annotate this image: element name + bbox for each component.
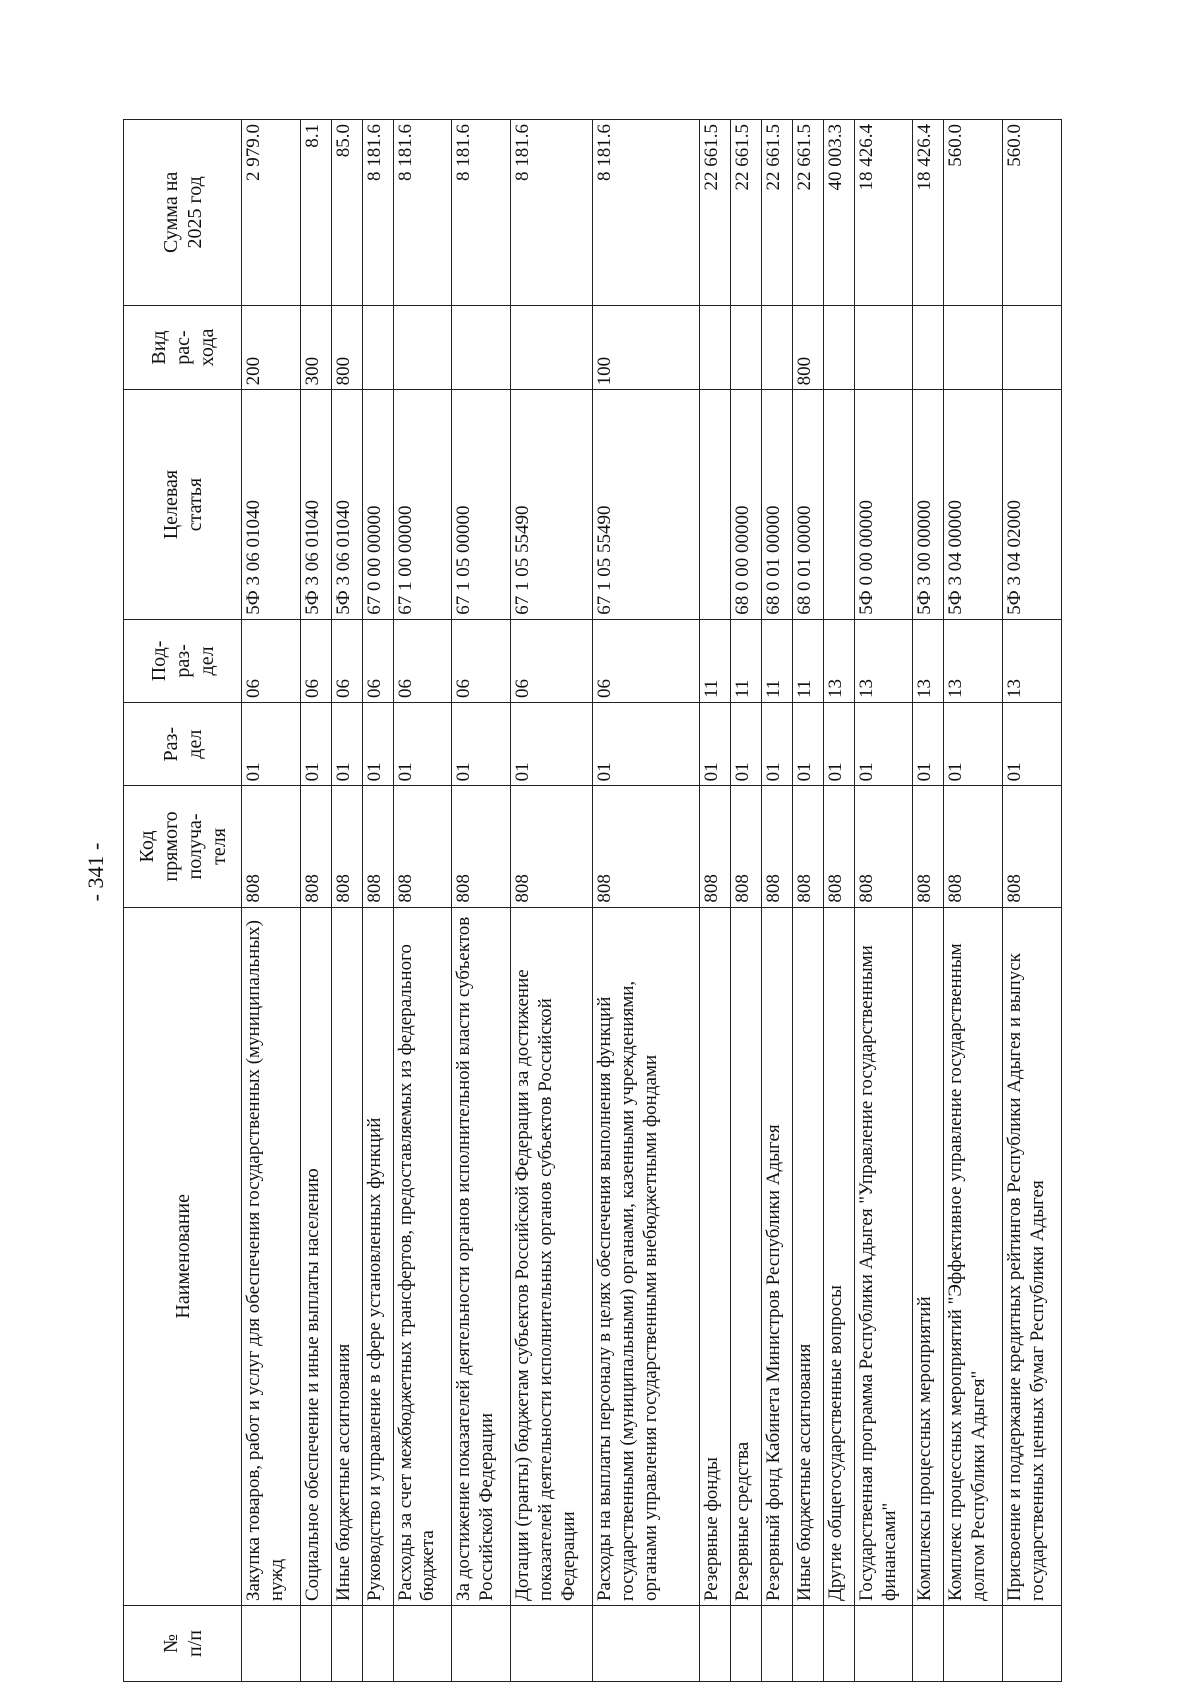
cell-target: 67 1 05 55490 [593, 390, 700, 619]
table-row [511, 120, 593, 1682]
cell-name: Присвоение и поддержание кредитных рейтингов Республики Адыгея и выпуск государственных ценных бумаг Республики Адыгея [1003, 907, 1062, 1605]
cell-subsection: 11 [699, 619, 730, 702]
cell-num [699, 1606, 730, 1682]
cell-section: 01 [511, 703, 593, 786]
cell-amount: 22 661.5 [730, 120, 761, 306]
cell-expense-type [761, 305, 792, 390]
cell-section: 01 [593, 703, 700, 786]
cell-target: 67 0 00 00000 [362, 390, 393, 619]
cell-amount: 560.0 [944, 120, 1003, 306]
cell-num [593, 1606, 700, 1682]
cell-section: 01 [730, 703, 761, 786]
cell-target [823, 390, 854, 619]
cell-expense-type [1003, 305, 1062, 390]
cell-num [823, 1606, 854, 1682]
cell-target: 68 0 01 00000 [792, 390, 823, 619]
cell-expense-type: 800 [792, 305, 823, 390]
cell-recipient: 808 [792, 786, 823, 907]
cell-name: Другие общегосударственные вопросы [823, 907, 854, 1605]
cell-target: 5Ф 3 04 02000 [1003, 390, 1062, 619]
cell-num [452, 1606, 511, 1682]
cell-expense-type: 100 [593, 305, 700, 390]
cell-num [913, 1606, 944, 1682]
cell-target: 5Ф 0 00 00000 [854, 390, 913, 619]
table-row [242, 120, 301, 1682]
cell-name: Резервный фонд Кабинета Министров Республики Адыгея [761, 907, 792, 1605]
cell-num [761, 1606, 792, 1682]
cell-section: 01 [792, 703, 823, 786]
cell-expense-type [362, 305, 393, 390]
cell-expense-type [854, 305, 913, 390]
cell-target: 5Ф 3 06 01040 [300, 390, 331, 619]
cell-subsection: 06 [452, 619, 511, 702]
table-row [362, 120, 393, 1682]
cell-recipient: 808 [761, 786, 792, 907]
cell-subsection: 13 [854, 619, 913, 702]
cell-section: 01 [913, 703, 944, 786]
cell-amount: 22 661.5 [761, 120, 792, 306]
cell-target: 5Ф 3 06 01040 [242, 390, 301, 619]
cell-recipient: 808 [331, 786, 362, 907]
cell-amount: 22 661.5 [792, 120, 823, 306]
header-recipient: Код прямого получа- теля [124, 786, 242, 907]
table-row [854, 120, 913, 1682]
cell-amount: 2 979.0 [242, 120, 301, 306]
cell-recipient: 808 [854, 786, 913, 907]
cell-target: 67 1 05 55490 [511, 390, 593, 619]
cell-expense-type [452, 305, 511, 390]
cell-subsection: 11 [730, 619, 761, 702]
cell-recipient: 808 [944, 786, 1003, 907]
cell-name: За достижение показателей деятельности органов исполнительной власти субъектов Российской Федерации [452, 907, 511, 1605]
cell-num [393, 1606, 452, 1682]
cell-target [699, 390, 730, 619]
cell-expense-type [823, 305, 854, 390]
cell-num [944, 1606, 1003, 1682]
cell-amount: 18 426.4 [913, 120, 944, 306]
cell-target: 67 1 05 00000 [452, 390, 511, 619]
cell-amount: 18 426.4 [854, 120, 913, 306]
header-name: Наименование [124, 907, 242, 1605]
table-row [452, 120, 511, 1682]
cell-subsection: 06 [331, 619, 362, 702]
cell-name: Закупка товаров, работ и услуг для обеспечения государственных (муниципальных) нужд [242, 907, 301, 1605]
cell-recipient: 808 [242, 786, 301, 907]
cell-amount: 8 181.6 [393, 120, 452, 306]
table-row [1003, 120, 1062, 1682]
header-expense-type: Вид рас- хода [124, 305, 242, 390]
budget-table [123, 119, 1062, 1682]
cell-expense-type: 300 [300, 305, 331, 390]
cell-num [331, 1606, 362, 1682]
cell-section: 01 [823, 703, 854, 786]
cell-recipient: 808 [452, 786, 511, 907]
cell-recipient: 808 [362, 786, 393, 907]
cell-subsection: 06 [242, 619, 301, 702]
cell-num [511, 1606, 593, 1682]
cell-num [1003, 1606, 1062, 1682]
cell-subsection: 13 [823, 619, 854, 702]
cell-section: 01 [393, 703, 452, 786]
page-number: - 341 - [83, 842, 108, 902]
table-row [393, 120, 452, 1682]
cell-expense-type [944, 305, 1003, 390]
cell-target: 5Ф 3 06 01040 [331, 390, 362, 619]
cell-name: Руководство и управление в сфере установленных функций [362, 907, 393, 1605]
cell-amount: 8 181.6 [511, 120, 593, 306]
table-row [593, 120, 700, 1682]
cell-name: Иные бюджетные ассигнования [331, 907, 362, 1605]
cell-amount: 8.1 [300, 120, 331, 306]
cell-subsection: 06 [393, 619, 452, 702]
cell-num [792, 1606, 823, 1682]
cell-amount: 8 181.6 [362, 120, 393, 306]
cell-target: 68 0 00 00000 [730, 390, 761, 619]
header-amount: Сумма на 2025 год [124, 120, 242, 306]
cell-num [242, 1606, 301, 1682]
cell-section: 01 [761, 703, 792, 786]
cell-recipient: 808 [823, 786, 854, 907]
cell-section: 01 [854, 703, 913, 786]
cell-amount: 8 181.6 [593, 120, 700, 306]
cell-name: Расходы за счет межбюджетных трансфертов, предоставляемых из федерального бюджета [393, 907, 452, 1605]
cell-subsection: 13 [944, 619, 1003, 702]
cell-subsection: 06 [300, 619, 331, 702]
cell-subsection: 06 [593, 619, 700, 702]
cell-target: 67 1 00 00000 [393, 390, 452, 619]
cell-expense-type [393, 305, 452, 390]
cell-amount: 22 661.5 [699, 120, 730, 306]
cell-amount: 85.0 [331, 120, 362, 306]
cell-recipient: 808 [699, 786, 730, 907]
cell-name: Иные бюджетные ассигнования [792, 907, 823, 1605]
cell-expense-type [730, 305, 761, 390]
cell-subsection: 11 [792, 619, 823, 702]
cell-expense-type: 800 [331, 305, 362, 390]
cell-name: Резервные фонды [699, 907, 730, 1605]
cell-num [730, 1606, 761, 1682]
cell-section: 01 [331, 703, 362, 786]
table-row [944, 120, 1003, 1682]
cell-section: 01 [1003, 703, 1062, 786]
cell-section: 01 [699, 703, 730, 786]
cell-amount: 40 003.3 [823, 120, 854, 306]
cell-num [854, 1606, 913, 1682]
cell-recipient: 808 [300, 786, 331, 907]
cell-recipient: 808 [1003, 786, 1062, 907]
header-subsection: Под- раз- дел [124, 619, 242, 702]
cell-recipient: 808 [511, 786, 593, 907]
cell-recipient: 808 [393, 786, 452, 907]
header-target: Целевая статья [124, 390, 242, 619]
cell-recipient: 808 [730, 786, 761, 907]
cell-name: Государственная программа Республики Адыгея "Управление государственными финансами" [854, 907, 913, 1605]
table-header-row [124, 120, 242, 1682]
cell-subsection: 13 [913, 619, 944, 702]
cell-name: Дотации (гранты) бюджетам субъектов Российской Федерации за достижение показателей деятельности исполнительных органов субъектов Российской Федерации [511, 907, 593, 1605]
cell-section: 01 [944, 703, 1003, 786]
cell-target: 68 0 01 00000 [761, 390, 792, 619]
table-row [730, 120, 761, 1682]
table-row [913, 120, 944, 1682]
cell-target: 5Ф 3 00 00000 [913, 390, 944, 619]
cell-name: Расходы на выплаты персоналу в целях обеспечения выполнения функций государственными (муниципальными) органами, казенными учреждениями, органами управления государственными внебюджетными фондами [593, 907, 700, 1605]
table-row [300, 120, 331, 1682]
table-row [331, 120, 362, 1682]
cell-section: 01 [452, 703, 511, 786]
cell-subsection: 11 [761, 619, 792, 702]
cell-target: 5Ф 3 04 00000 [944, 390, 1003, 619]
budget-table-container [123, 119, 1062, 1682]
header-section: Раз- дел [124, 703, 242, 786]
cell-recipient: 808 [593, 786, 700, 907]
cell-subsection: 06 [511, 619, 593, 702]
cell-subsection: 13 [1003, 619, 1062, 702]
cell-expense-type: 200 [242, 305, 301, 390]
cell-name: Социальное обеспечение и иные выплаты населению [300, 907, 331, 1605]
cell-num [362, 1606, 393, 1682]
cell-recipient: 808 [913, 786, 944, 907]
table-row [792, 120, 823, 1682]
cell-expense-type [913, 305, 944, 390]
table-row [699, 120, 730, 1682]
cell-amount: 8 181.6 [452, 120, 511, 306]
cell-expense-type [511, 305, 593, 390]
cell-expense-type [699, 305, 730, 390]
cell-subsection: 06 [362, 619, 393, 702]
cell-section: 01 [362, 703, 393, 786]
cell-name: Комплекс процессных мероприятий "Эффективное управление государственным долгом Республики Адыгея" [944, 907, 1003, 1605]
table-row [761, 120, 792, 1682]
cell-num [300, 1606, 331, 1682]
cell-amount: 560.0 [1003, 120, 1062, 306]
cell-name: Резервные средства [730, 907, 761, 1605]
table-row [823, 120, 854, 1682]
cell-section: 01 [242, 703, 301, 786]
cell-section: 01 [300, 703, 331, 786]
cell-name: Комплексы процессных мероприятий [913, 907, 944, 1605]
header-num: № п/п [124, 1606, 242, 1682]
